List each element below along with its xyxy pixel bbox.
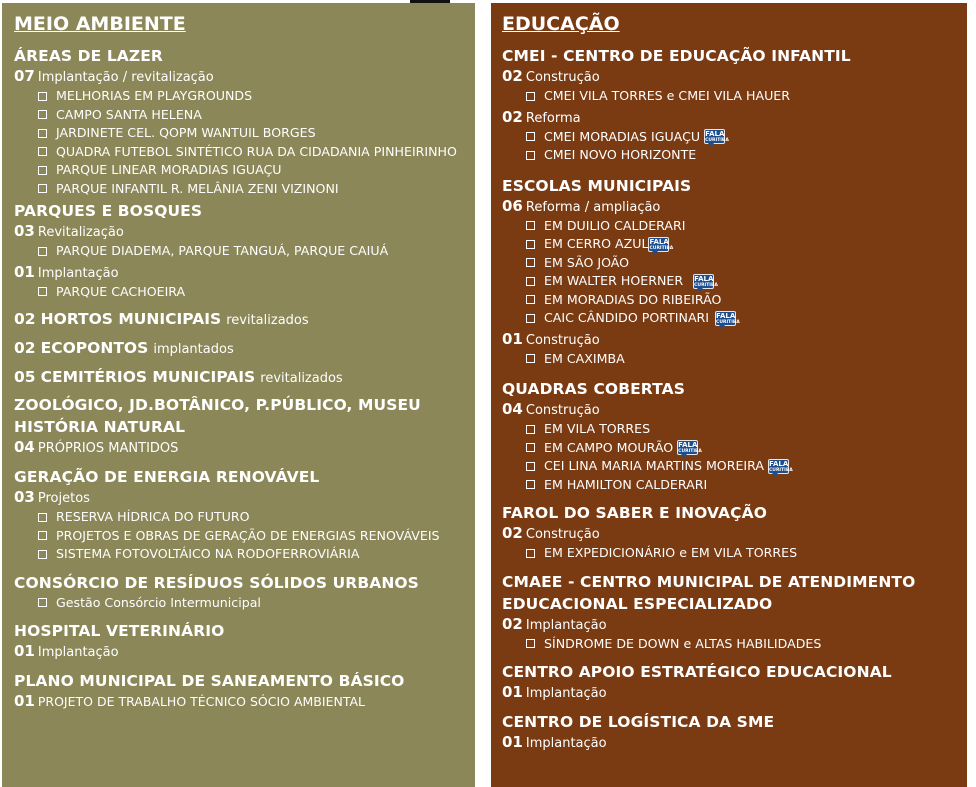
item-list: [526, 635, 955, 654]
section-title: CMAEE - CENTRO MUNICIPAL DE ATENDIMENTO EDUCACIONAL ESPECIALIZADO: [502, 572, 916, 613]
section-energia: [14, 466, 463, 564]
item-label: CMEI NOVO HORIZONTE: [544, 147, 697, 162]
item-label: Gestão Consórcio Intermunicipal: [56, 594, 261, 610]
list-item: [526, 217, 955, 236]
section-title: ZOOLÓGICO, JD.BOTÂNICO, P.PÚBLICO, MUSEU HISTÓRIA NATURAL: [14, 396, 421, 436]
item-list: [526, 350, 955, 369]
count: 02: [502, 614, 523, 633]
item-list: [526, 420, 955, 494]
educacao-panel: [491, 3, 967, 787]
count-line: [502, 197, 955, 217]
section-title: CMEI - CENTRO DE EDUCAÇÃO INFANTIL: [502, 47, 851, 65]
count: 06: [502, 196, 523, 215]
count-desc: PROJETO DE TRABALHO TÉCNICO SÓCIO AMBIENTAL: [37, 694, 365, 709]
list-item: [38, 527, 463, 546]
item-list: [526, 544, 955, 563]
count-desc: Construção: [525, 527, 600, 542]
count-line: [14, 692, 463, 712]
count: 04: [502, 400, 523, 418]
count: 03: [14, 488, 35, 506]
checkbox-icon: [38, 550, 47, 559]
section-farol: [502, 502, 955, 563]
list-item: [38, 242, 463, 261]
count-desc: Reforma / ampliação: [525, 199, 661, 215]
section-title: HORTOS MUNICIPAIS: [40, 310, 222, 328]
section-plano: [14, 670, 463, 712]
count: 02: [502, 107, 523, 126]
checkbox-icon: [38, 247, 47, 256]
fala-curitiba-badge-icon: [768, 459, 793, 474]
checkbox-icon: [526, 425, 535, 434]
section-cemiterios: [14, 367, 463, 386]
item-list: [38, 508, 463, 564]
item-label: EM CAXIMBA: [544, 350, 625, 366]
checkbox-icon: [526, 221, 535, 230]
section-logistica: [502, 711, 955, 753]
item-list: [38, 594, 463, 613]
item-label: RESERVA HÍDRICA DO FUTURO: [56, 509, 250, 524]
list-item: [526, 420, 955, 439]
list-item: [526, 128, 955, 147]
right-margin: [967, 0, 976, 787]
list-item: [526, 254, 955, 273]
checkbox-icon: [38, 184, 47, 193]
checkbox-icon: [38, 531, 47, 540]
count-desc: Implantação: [525, 617, 607, 633]
count: 01: [14, 642, 35, 660]
count-desc: Implantação: [37, 645, 119, 660]
badge-line1: FALA: [649, 237, 669, 246]
count-line: [502, 733, 955, 753]
section-consorcio: [14, 572, 463, 613]
list-item: [526, 291, 955, 310]
section-desc: revitalizados: [260, 371, 343, 386]
item-label: SISTEMA FOTOVOLTÁICO NA RODOFERROVIÁRIA: [56, 546, 360, 561]
count-line: [502, 615, 955, 635]
section-title: PARQUES E BOSQUES: [14, 202, 203, 220]
list-item: [526, 635, 955, 654]
item-label: CMEI VILA TORRES e CMEI VILA HAUER: [544, 88, 790, 103]
item-label: CAIC CÂNDIDO PORTINARI: [544, 310, 710, 325]
list-item: [38, 508, 463, 527]
item-label: EM CERRO AZUL: [544, 236, 649, 251]
list-item: [38, 545, 463, 564]
count: 04: [14, 438, 35, 456]
checkbox-icon: [526, 240, 535, 249]
list-item: [38, 106, 463, 125]
panel-title-meio-ambiente: MEIO AMBIENTE: [14, 13, 186, 35]
item-label: PROJETOS E OBRAS DE GERAÇÃO DE ENERGIAS RENOVÁVEIS: [56, 527, 440, 543]
section-title: FAROL DO SABER E INOVAÇÃO: [502, 504, 767, 522]
checkbox-icon: [38, 92, 47, 101]
count-desc: PRÓPRIOS MANTIDOS: [37, 441, 179, 456]
checkbox-icon: [38, 598, 47, 607]
list-item: [526, 309, 955, 328]
section-title: ECOPONTOS: [40, 339, 149, 357]
checkbox-icon: [38, 147, 47, 156]
list-item: [526, 87, 955, 106]
count-line: [14, 67, 463, 87]
item-label: PARQUE CACHOEIRA: [56, 283, 186, 299]
count: 03: [14, 222, 35, 240]
badge-line1: FALA: [694, 274, 714, 283]
count: 05: [14, 368, 36, 386]
item-label: MELHORIAS EM PLAYGROUNDS: [56, 88, 253, 103]
count: 02: [14, 339, 36, 357]
list-item: [38, 283, 463, 302]
section-title: QUADRAS COBERTAS: [502, 380, 685, 398]
item-label: EM MORADIAS DO RIBEIRÃO: [544, 291, 722, 307]
section-quadras: [502, 378, 955, 494]
section-apoio: [502, 661, 955, 703]
count-line: [502, 67, 955, 87]
list-item: [38, 161, 463, 180]
count-line: [14, 222, 463, 242]
list-item: [526, 146, 955, 165]
checkbox-icon: [526, 549, 535, 558]
section-hortos: [14, 309, 463, 328]
section-title: HOSPITAL VETERINÁRIO: [14, 622, 225, 640]
badge-line2: CURITIBA: [705, 138, 729, 144]
section-title: CENTRO DE LOGÍSTICA DA SME: [502, 713, 775, 731]
count: 02: [502, 524, 523, 542]
badge-line1: FALA: [716, 311, 736, 320]
fala-curitiba-badge-icon: [704, 129, 729, 144]
checkbox-icon: [38, 129, 47, 138]
count-desc: Implantação / revitalização: [37, 70, 214, 85]
count-line: [14, 438, 463, 458]
section-parques: [14, 200, 463, 301]
checkbox-icon: [526, 639, 535, 648]
checkbox-icon: [526, 354, 535, 363]
count: 01: [14, 262, 35, 281]
item-label: QUADRA FUTEBOL SINTÉTICO RUA DA CIDADANIA PINHEIRINHO: [56, 143, 457, 159]
section-title: CONSÓRCIO DE RESÍDUOS SÓLIDOS URBANOS: [14, 573, 419, 592]
fala-curitiba-badge-icon: [648, 237, 674, 252]
badge-line1: FALA: [705, 130, 725, 139]
count-desc: Construção: [525, 403, 600, 418]
list-item: [526, 476, 955, 495]
checkbox-icon: [526, 277, 535, 286]
item-label: EM WALTER HOERNER: [544, 273, 684, 288]
count: 01: [14, 692, 35, 710]
checkbox-icon: [38, 513, 47, 522]
count: 02: [14, 310, 36, 328]
count-line: [14, 263, 463, 283]
count-line: [502, 524, 955, 544]
item-label: PARQUE INFANTIL R. MELÂNIA ZENI VIZINONI: [56, 180, 339, 196]
checkbox-icon: [526, 132, 535, 141]
checkbox-icon: [526, 443, 535, 452]
section-title: CENTRO APOIO ESTRATÉGICO EDUCACIONAL: [502, 663, 892, 681]
section-title: CEMITÉRIOS MUNICIPAIS: [40, 368, 256, 386]
badge-line2: CURITIBA: [678, 449, 702, 455]
section-zoologico: [14, 394, 463, 458]
section-desc: implantados: [153, 342, 234, 357]
count-desc: Implantação: [37, 265, 119, 281]
count: 01: [502, 329, 523, 348]
count: 01: [502, 683, 523, 701]
item-list: [526, 87, 955, 106]
list-item: [38, 124, 463, 143]
section-areas-lazer: [14, 45, 463, 198]
list-item: [38, 143, 463, 162]
list-item: [526, 457, 955, 476]
section-title: PLANO MUNICIPAL DE SANEAMENTO BÁSICO: [14, 672, 405, 690]
count-desc: Construção: [525, 332, 600, 348]
badge-line1: FALA: [678, 441, 698, 450]
item-label: EM CAMPO MOURÃO: [544, 439, 674, 455]
item-label: JARDINETE CEL. QOPM WANTUIL BORGES: [56, 125, 316, 140]
item-label: EM VILA TORRES: [544, 421, 651, 436]
count-line: [502, 683, 955, 703]
section-title: ÁREAS DE LAZER: [14, 47, 163, 65]
count-desc: Reforma: [525, 110, 581, 126]
checkbox-icon: [38, 287, 47, 296]
count-line: [14, 488, 463, 508]
count: 02: [502, 67, 523, 85]
checkbox-icon: [38, 166, 47, 175]
checkbox-icon: [526, 92, 535, 101]
item-list: [38, 242, 463, 261]
fala-curitiba-badge-icon: [693, 274, 718, 289]
item-list: [526, 217, 955, 328]
list-item: [526, 272, 955, 291]
count: 01: [502, 733, 523, 751]
checkbox-icon: [526, 151, 535, 160]
checkbox-icon: [526, 295, 535, 304]
item-label: EM DUILIO CALDERARI: [544, 217, 686, 233]
fala-curitiba-badge-icon: [677, 440, 702, 455]
checkbox-icon: [38, 110, 47, 119]
section-ecopontos: [14, 338, 463, 357]
section-cmei: [502, 45, 955, 165]
panel-title-educacao: EDUCAÇÃO: [502, 13, 620, 35]
list-item: [526, 350, 955, 369]
list-item: [38, 594, 463, 613]
section-title: ESCOLAS MUNICIPAIS: [502, 176, 692, 195]
badge-line2: CURITIBA: [769, 467, 793, 473]
section-escolas: [502, 175, 955, 369]
item-label: PARQUE DIADEMA, PARQUE TANGUÁ, PARQUE CAIUÁ: [56, 243, 389, 258]
badge-line2: CURITIBA: [716, 319, 740, 325]
checkbox-icon: [526, 462, 535, 471]
checkbox-icon: [526, 314, 535, 323]
item-label: EM SÃO JOÃO: [544, 254, 630, 270]
badge-line1: FALA: [769, 459, 789, 468]
count-line: [502, 108, 955, 128]
badge-line2: CURITIBA: [649, 245, 674, 251]
list-item: [526, 235, 955, 254]
item-label: SÍNDROME DE DOWN e ALTAS HABILIDADES: [544, 635, 822, 651]
count-desc: Implantação: [525, 686, 607, 701]
list-item: [526, 544, 955, 563]
section-hospital: [14, 620, 463, 662]
count-desc: Construção: [525, 70, 600, 85]
count-desc: Revitalização: [37, 225, 124, 240]
item-label: CEI LINA MARIA MARTINS MOREIRA: [544, 458, 764, 473]
count-desc: Projetos: [37, 491, 90, 506]
count: 07: [14, 67, 35, 85]
badge-line2: CURITIBA: [694, 282, 718, 288]
item-list: [526, 128, 955, 165]
list-item: [526, 439, 955, 458]
item-label: CAMPO SANTA HELENA: [56, 106, 202, 122]
section-desc: revitalizados: [226, 313, 309, 328]
item-label: EM HAMILTON CALDERARI: [544, 476, 708, 492]
count-line: [502, 330, 955, 350]
count-desc: Implantação: [525, 736, 607, 751]
list-item: [38, 87, 463, 106]
list-item: [38, 180, 463, 199]
meio-ambiente-panel: [2, 3, 475, 787]
count-line: [14, 642, 463, 662]
checkbox-icon: [526, 480, 535, 489]
count-line: [502, 400, 955, 420]
checkbox-icon: [526, 258, 535, 267]
item-label: PARQUE LINEAR MORADIAS IGUAÇU: [56, 162, 282, 177]
section-cmaee: [502, 571, 955, 654]
item-list: [38, 87, 463, 198]
section-title: GERAÇÃO DE ENERGIA RENOVÁVEL: [14, 468, 320, 486]
fala-curitiba-badge-icon: [715, 311, 740, 326]
item-list: [38, 283, 463, 302]
item-label: CMEI MORADIAS IGUAÇU: [544, 128, 701, 144]
item-label: EM EXPEDICIONÁRIO e EM VILA TORRES: [544, 545, 798, 560]
